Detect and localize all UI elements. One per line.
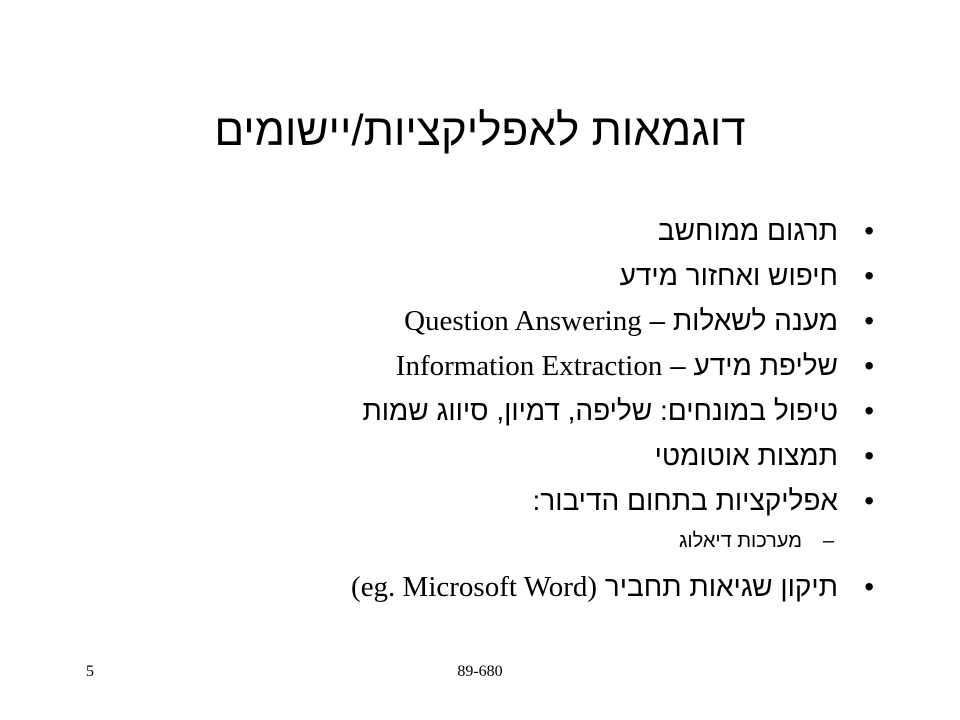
bullet-item-information-retrieval bbox=[116, 253, 876, 298]
bullet-text: טיפול במונחים: שליפה, דמיון, סיווג שמות bbox=[362, 395, 838, 426]
bullet-marker: • bbox=[864, 440, 874, 471]
bullet-item-summarization bbox=[116, 433, 876, 478]
slide-number: 5 bbox=[86, 663, 94, 680]
bullet-marker: • bbox=[864, 485, 874, 516]
bullet-marker: • bbox=[864, 305, 874, 336]
bullet-text: מענה לשאלות – bbox=[641, 305, 838, 336]
bullet-item-speech-applications bbox=[116, 478, 876, 523]
bullet-marker: • bbox=[864, 215, 874, 246]
bullet-marker: • bbox=[864, 350, 874, 381]
bullet-marker: • bbox=[864, 571, 874, 602]
bullet-item-term-handling bbox=[116, 388, 876, 433]
bullet-marker: • bbox=[864, 395, 874, 426]
bullet-item-question-answering bbox=[116, 298, 876, 343]
bullet-latin-text: Question Answering bbox=[404, 305, 642, 337]
bullet-text: אפליקציות בתחום הדיבור: bbox=[532, 485, 838, 516]
bullet-marker: • bbox=[864, 260, 874, 291]
bullet-item-information-extraction bbox=[116, 343, 876, 388]
bullet-item-machine-translation bbox=[116, 208, 876, 253]
bullet-text: תמצות אוטומטי bbox=[654, 440, 838, 471]
sub-bullet-dialogue-systems bbox=[116, 523, 876, 559]
bullet-list bbox=[116, 208, 876, 615]
bullet-item-grammar-correction bbox=[116, 559, 876, 615]
sub-bullet-text: מערכות דיאלוג bbox=[678, 530, 802, 552]
bullet-latin-text: (eg. Microsoft Word) bbox=[351, 571, 598, 603]
slide-title: דוגמאות לאפליקציות/יישומים bbox=[214, 106, 746, 155]
bullet-text: תיקון שגיאות תחביר bbox=[597, 571, 838, 602]
bullet-latin-text: Information Extraction bbox=[395, 350, 663, 382]
bullet-text: שליפת מידע – bbox=[662, 350, 838, 381]
dash-marker: – bbox=[822, 530, 834, 552]
bullet-text: תרגום ממוחשב bbox=[657, 215, 838, 246]
bullet-text: חיפוש ואחזור מידע bbox=[619, 260, 838, 291]
course-code: 89-680 bbox=[457, 663, 503, 680]
